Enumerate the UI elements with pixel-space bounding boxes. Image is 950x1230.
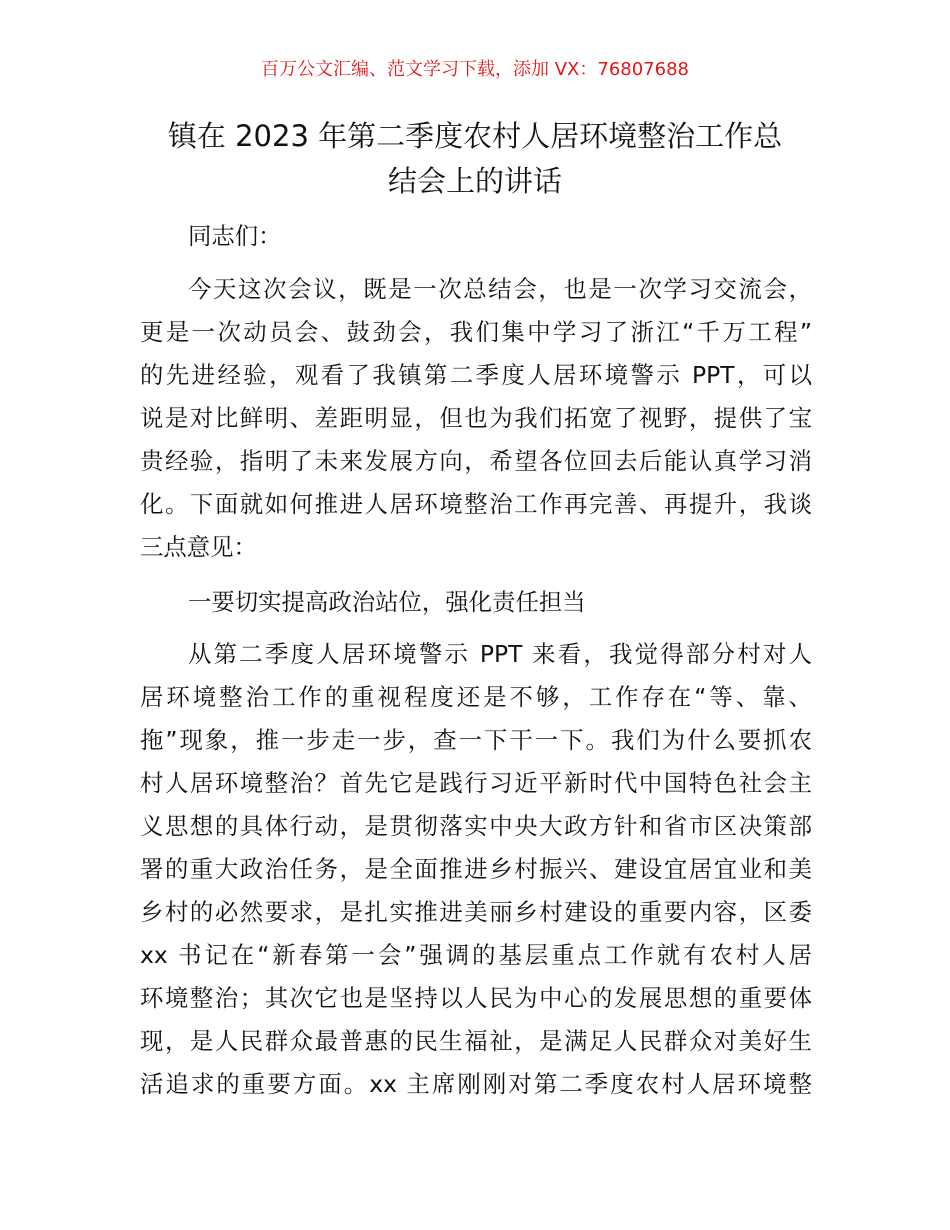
paragraph-line: 署的重大政治任务，是全面推进乡村振兴、建设宜居宜业和美 — [140, 855, 812, 883]
paragraph-line: 义思想的具体行动，是贯彻落实中央大政方针和省市区决策部 — [140, 812, 812, 840]
title-line-1: 镇在 2023 年第二季度农村人居环境整治工作总 — [167, 119, 783, 153]
paragraph-line: 今天这次会议，既是一次总结会，也是一次学习交流会， — [188, 275, 812, 303]
document-title — [120, 114, 830, 204]
paragraph-line: 从第二季度人居环境警示 PPT 来看，我觉得部分村对人 — [188, 640, 812, 668]
paragraph-line: 村人居环境整治？首先它是践行习近平新时代中国特色社会主 — [140, 769, 812, 797]
paragraph-line: 更是一次动员会、鼓劲会，我们集中学习了浙江“千万工程” — [140, 318, 812, 346]
paragraph-line: 活追求的重要方面。xx 主席刚刚对第二季度农村人居环境整 — [140, 1070, 812, 1098]
paragraph-line: 贵经验，指明了未来发展方向，希望各位回去后能认真学习消 — [140, 447, 812, 475]
paragraph-1 — [140, 268, 812, 569]
paragraph-line: 拖”现象，推一步走一步，查一下干一下。我们为什么要抓农 — [140, 726, 812, 754]
paragraph-line: 乡村的必然要求，是扎实推进美丽乡村建设的重要内容，区委 — [140, 898, 812, 926]
paragraph-line: 三点意见： — [140, 533, 257, 561]
watermark-banner: 百万公文汇编、范文学习下载，添加 VX：76807688 — [261, 59, 689, 80]
paragraph-line: xx 书记在“新春第一会”强调的基层重点工作就有农村人居 — [140, 941, 812, 969]
paragraph-line: 环境整治；其次它也是坚持以人民为中心的发展思想的重要体 — [140, 984, 812, 1012]
salutation: 同志们： — [188, 222, 282, 250]
paragraph-line: 现，是人民群众最普惠的民生福祉，是满足人民群众对美好生 — [140, 1027, 812, 1055]
paragraph-line: 化。下面就如何推进人居环境整治工作再完善、再提升，我谈 — [140, 490, 812, 518]
section-heading-1: 一要切实提高政治站位，强化责任担当 — [188, 588, 586, 616]
paragraph-line: 居环境整治工作的重视程度还是不够，工作存在“等、靠、 — [140, 683, 812, 711]
paragraph-2 — [140, 633, 812, 1106]
title-line-2: 结会上的讲话 — [387, 164, 562, 198]
paragraph-line: 的先进经验，观看了我镇第二季度人居环境警示 PPT，可以 — [140, 361, 812, 389]
paragraph-line: 说是对比鲜明、差距明显，但也为我们拓宽了视野，提供了宝 — [140, 404, 812, 432]
